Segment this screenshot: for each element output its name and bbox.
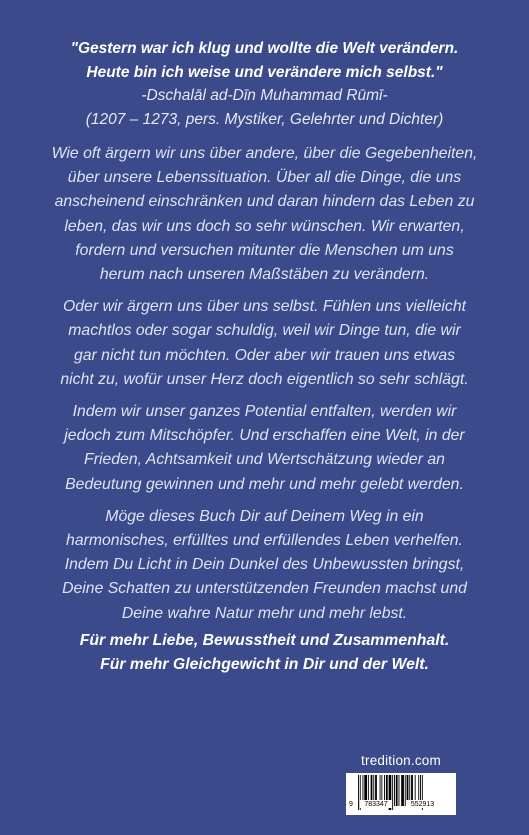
publisher-name: tredition.com: [361, 753, 441, 768]
blurb-paragraph-1: [30, 142, 499, 287]
text-line: Möge dieses Buch Dir auf Deinem Weg in ein: [105, 507, 424, 525]
closing-line-1: Für mehr Liebe, Bewusstheit und Zusammenhalt.: [79, 632, 450, 649]
text-line: Bedeutung gewinnen und mehr und mehr gelebt werden.: [65, 475, 464, 493]
barcode-bar: [396, 775, 398, 806]
text-line: über unsere Lebenssituation. Über all die Dinge, die uns: [67, 169, 462, 187]
text-line: anscheinend einschränken und daran hindern das Leben zu: [54, 193, 475, 211]
text-line: fordern und versuchen mitunter die Menschen um uns: [75, 241, 454, 259]
quote-author-info: (1207 – 1273, pers. Mystiker, Gelehrter und Dichter): [85, 110, 444, 128]
text-line: Deine wahre Natur mehr und mehr lebst.: [121, 604, 408, 622]
barcode-left-digits: 783347: [364, 801, 388, 808]
text-line: nicht zu, wofür unser Herz doch eigentlich so sehr schlägt.: [60, 370, 469, 388]
quote-line-1: "Gestern war ich klug und wollte die Welt verändern.: [70, 40, 459, 57]
text-line: Deine Schatten zu unterstützenden Freunden machst und: [62, 580, 467, 598]
text-line: harmonisches, erfülltes und erfüllendes Leben verhelfen.: [66, 532, 463, 550]
barcode-first-digit: 9: [349, 801, 353, 808]
text-line: Oder wir ärgern uns über uns selbst. Fühlen uns vielleicht: [62, 298, 467, 316]
text-line: Indem Du Licht in Dein Dunkel des Unbewussten bringst,: [64, 556, 465, 574]
text-line: Indem wir unser ganzes Potential entfalten, werden wir: [72, 403, 457, 421]
isbn-barcode: [346, 773, 456, 815]
blurb-paragraph-3: [30, 400, 499, 497]
barcode-bar: [399, 775, 400, 806]
blurb-text: [30, 142, 499, 634]
blurb-paragraph-2: [30, 295, 499, 392]
barcode-right-digits: 552913: [410, 801, 435, 808]
text-line: herum nach unseren Maßstäben zu verändern.: [99, 266, 430, 284]
blurb-paragraph-4: [30, 505, 499, 626]
barcode-bar: [394, 775, 395, 806]
closing-line-2: Für mehr Gleichgewicht in Dir und der Welt.: [100, 656, 429, 673]
barcode-bar: [405, 775, 406, 806]
barcode-graphic: [346, 773, 456, 815]
quote-line-2: Heute bin ich weise und verändere mich selbst.": [86, 63, 443, 81]
text-line: Wie oft ärgern wir uns über andere, über die Gegebenheiten,: [51, 145, 478, 162]
quote-author: -Dschalāl ad-Dīn Muhammad Rūmī-: [141, 87, 388, 104]
barcode-bar: [358, 775, 359, 810]
text-line: machtlos oder sogar schuldig, weil wir Dinge tun, die wir: [68, 322, 461, 340]
text-line: jedoch zum Mitschöpfer. Und erschaffen eine Welt, in der: [64, 427, 465, 445]
text-line: Frieden, Achtsamkeit und Wertschätzung wieder an: [84, 451, 445, 469]
barcode-bar: [401, 775, 404, 806]
text-line: gar nicht tun möchten. Oder aber wir trauen uns etwas: [73, 346, 456, 364]
barcode-bar: [392, 775, 393, 810]
closing-statement: [20, 629, 509, 677]
text-line: leben, das wir uns doch so sehr wünschen. Wir erwarten,: [64, 217, 465, 235]
epigraph-quote: [20, 37, 509, 131]
